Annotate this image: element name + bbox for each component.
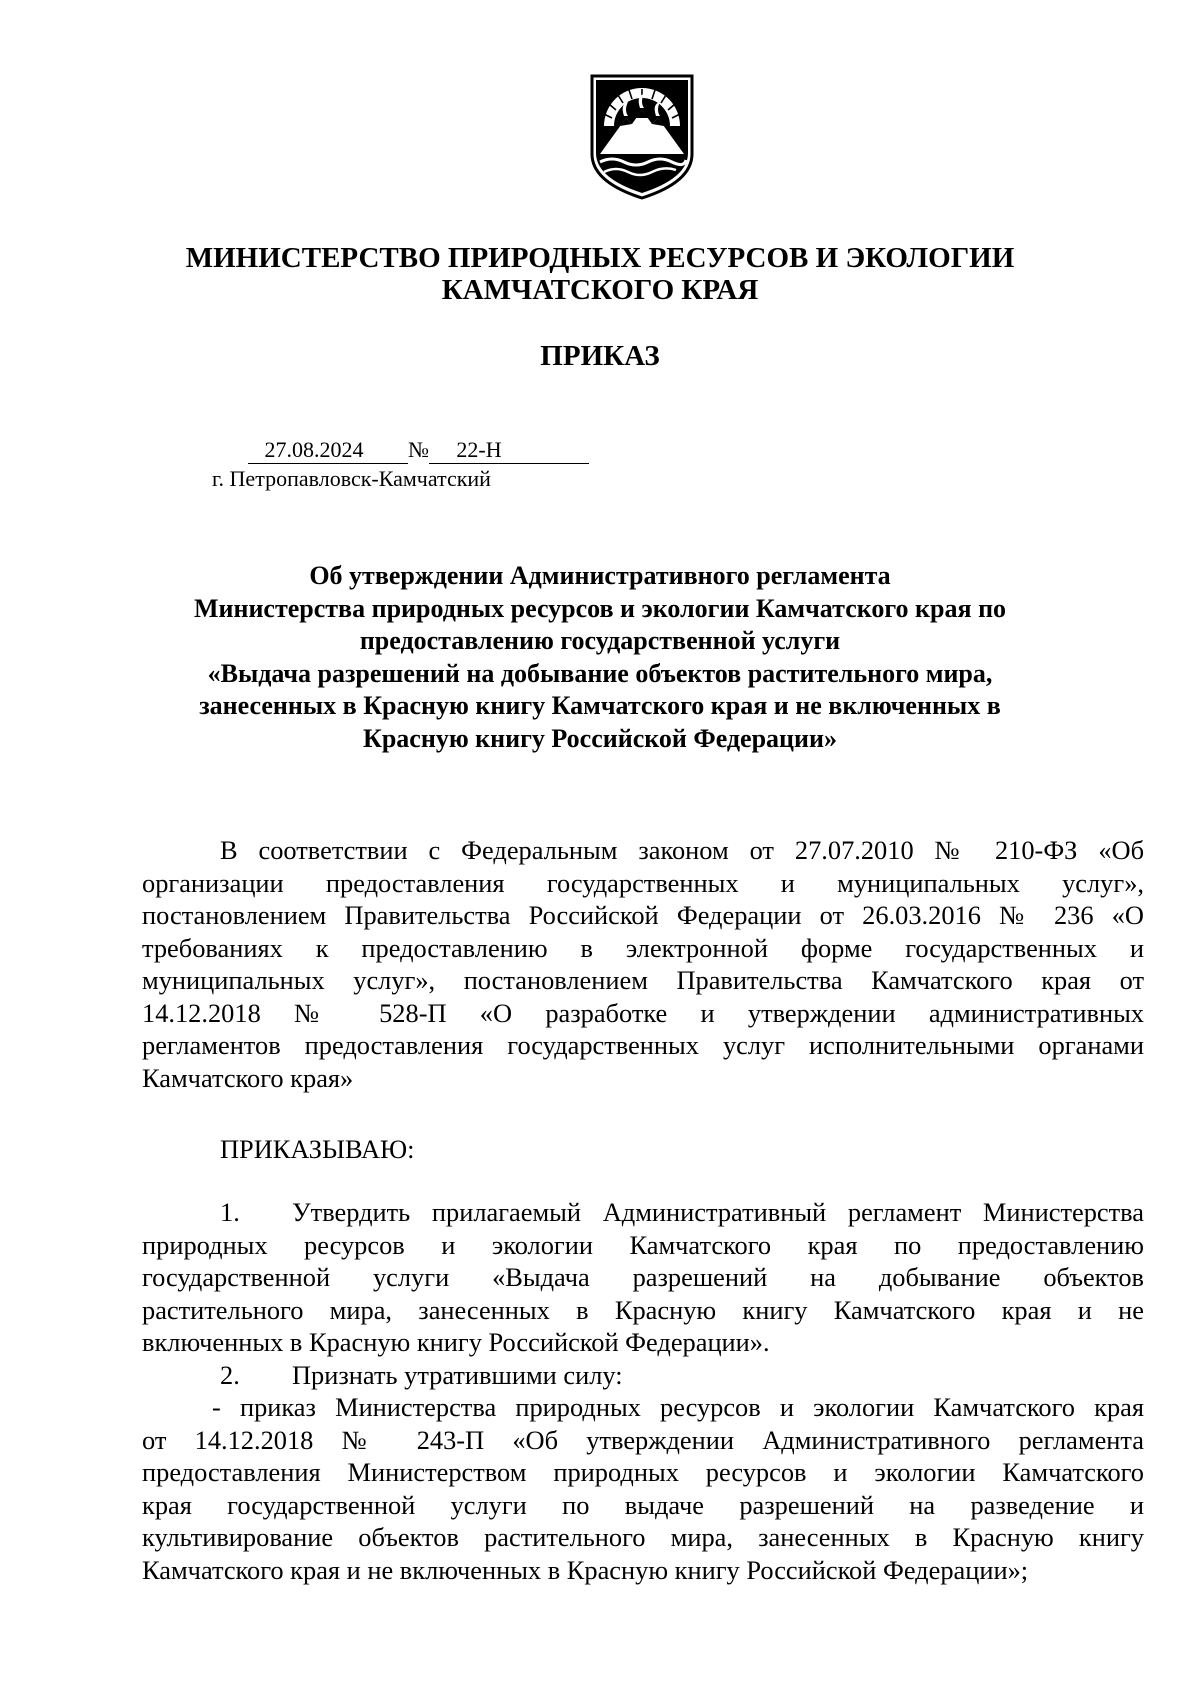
preamble-line: регламентов предоставления государственных услуг исполнительными органами [142,1030,1144,1060]
order-date: 27.08.2024 [248,437,380,464]
preamble-line: Камчатского края» [142,1062,354,1093]
ministry-line-1: МИНИСТЕРСТВО ПРИРОДНЫХ РЕСУРСОВ И ЭКОЛОГИИ [185,242,1015,274]
repealed-act-line: культивирование объектов растительного мира, занесенных в Красную книгу [142,1522,1144,1552]
order-items [142,1196,1144,1586]
item-2-text: Признать утратившими силу: [292,1359,623,1390]
number-underline [529,437,589,464]
order-subject [180,560,1020,755]
subject-line: Министерства природных ресурсов и экологии Камчатского края по [193,593,1007,623]
item-1-text: Утвердить прилагаемый Административный регламент Министерства [292,1197,1144,1227]
repealed-act-line: - приказ Министерства природных ресурсов и экологии Камчатского края [212,1392,1144,1422]
ministry-name [0,242,1200,306]
subject-line: занесенных в Красную книгу Камчатского края и не включенных в [199,691,1001,720]
repealed-act-line: края государственной услуги по выдаче разрешений на разведение и [142,1489,1144,1520]
preamble-line: требованиях к предоставлению в электронной форме государственных и [142,932,1144,963]
order-number: 22-Н [429,437,529,464]
preamble-line: 14.12.2018 № 528-П «О разработке и утверждении административных [142,997,1144,1028]
preamble-line: постановлением Правительства Российской Федерации от 26.03.2016 № 236 «О [142,900,1144,930]
ministry-line-2: КАМЧАТСКОГО КРАЯ [441,274,759,306]
item-2-number: 2. [220,1359,240,1390]
item-1-line: растительного мира, занесенных в Красную книгу Камчатского края и не [142,1294,1144,1325]
subject-line: «Выдача разрешений на добывание объектов растительного мира, [207,658,993,688]
number-sign: № [408,437,429,462]
date-number-line [248,437,589,464]
item-1-first-line [142,1196,1144,1229]
item-1-line: природных ресурсов и экологии Камчатского края по предоставлению [142,1229,1144,1260]
subject-line: Красную книгу Российской Федерации» [362,723,837,753]
subject-line: Об утверждении Административного регламента [309,561,891,590]
repealed-act-line: от 14.12.2018 № 243-П «Об утверждении Административного регламента [142,1424,1144,1455]
preamble-line: В соответствии с Федеральным законом от 27.07.2010 № 210-ФЗ «Об [220,835,1144,865]
preamble-line: муниципальных услуг», постановлением Правительства Камчатского края от [142,965,1144,995]
item-2-line [142,1359,1144,1392]
item-1-line: включенных в Красную книгу Российской Федерации». [142,1327,770,1357]
document-type: ПРИКАЗ [540,340,660,372]
decree-word: ПРИКАЗЫВАЮ: [220,1134,415,1164]
date-underline [380,437,408,464]
subject-line: предоставлению государственной услуги [359,626,841,655]
item-1-number: 1. [220,1197,240,1227]
preamble-paragraph [142,834,1144,1094]
city: г. Петропавловск-Камчатский [212,466,491,491]
repealed-act-line: Камчатского края и не включенных в Красную книгу Российской Федерации»; [142,1554,1029,1585]
preamble-line: организации предоставления государственных и муниципальных услуг», [142,867,1144,898]
kamchatka-coat-of-arms-icon [590,74,694,200]
item-1-line: государственной услуги «Выдача разрешений на добывание объектов [142,1262,1144,1292]
repealed-act-line: предоставления Министерством природных ресурсов и экологии Камчатского [142,1457,1144,1487]
